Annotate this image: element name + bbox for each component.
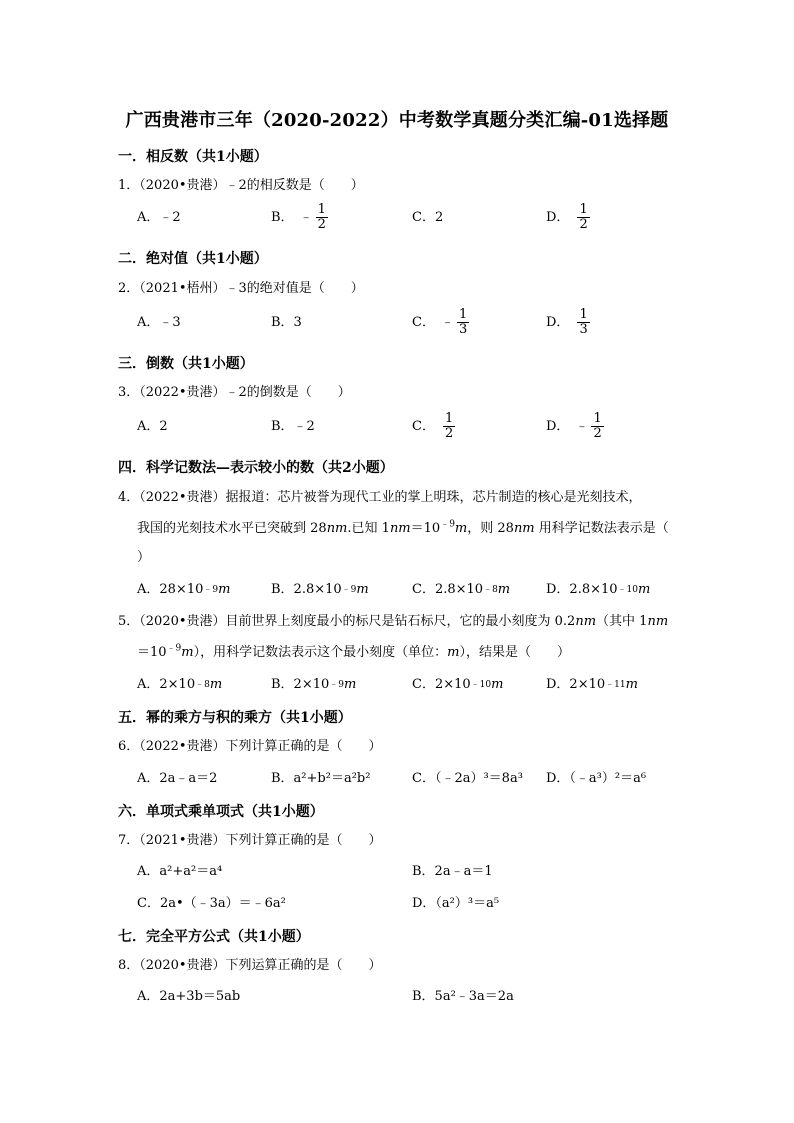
question-7-option-d: D．（a²）³＝a⁵ <box>412 896 500 911</box>
question-1-option-c: C．2 <box>412 210 444 225</box>
question-1-option-b: B． ﹣ $\frac{1}{2}$ <box>271 202 326 232</box>
question-5-option-d: D．2×10 ﹣11 m <box>546 677 638 692</box>
question-4-option-b: B．2.8×10 ﹣9 m <box>271 582 369 597</box>
section-heading-5: 五．幂的乘方与积的乘方（共1小题） <box>118 710 352 726</box>
fraction: $\frac{1}{2}$ <box>579 202 588 232</box>
question-5-option-a: A．2×10 ﹣8 m <box>137 677 223 692</box>
question-1-option-d: D． $\frac{1}{2}$ <box>546 202 588 232</box>
question-3-option-c: C． $\frac{1}{2}$ <box>412 411 454 441</box>
question-4-stem-line-1: 4．（2022•贵港）据报道：芯片被誉为现代工业的掌上明珠，芯片制造的核心是光刻技术， <box>118 490 642 505</box>
question-8-option-a: A．2a+3b＝5ab <box>137 989 241 1004</box>
question-7-option-b: B．2a﹣a＝1 <box>412 864 493 879</box>
fraction: $\frac{1}{2}$ <box>444 411 454 441</box>
fraction: $\frac{1}{2}$ <box>317 202 326 232</box>
question-5-stem-line-2: $=10^{﹣9}m$），用科学记数法表示这个最小刻度（单位：m），结果是（ ） <box>137 643 570 660</box>
question-8-option-b: B．5a²﹣3a＝2a <box>412 989 514 1004</box>
question-1-stem: 1．（2020•贵港）﹣2的相反数是（ ） <box>118 178 364 193</box>
question-4-option-c: C．2.8×10 ﹣8 m <box>412 582 511 597</box>
question-3-stem: 3．（2022•贵港）﹣2的倒数是（ ） <box>118 385 351 400</box>
section-heading-7: 七．完全平方公式（共1小题） <box>118 929 310 945</box>
fraction: $\frac{1}{3}$ <box>579 307 588 337</box>
question-5-option-c: C．2×10 ﹣10 m <box>412 677 504 692</box>
question-6-option-d: D．（﹣a³）²＝a⁶ <box>546 771 647 786</box>
question-2-option-d: D． $\frac{1}{3}$ <box>546 307 588 337</box>
question-8-stem: 8．（2020•贵港）下列运算正确的是（ ） <box>118 958 382 973</box>
question-3-option-b: B．﹣2 <box>271 419 315 434</box>
question-2-option-c: C． ﹣ $\frac{1}{3}$ <box>412 307 468 337</box>
question-2-option-b: B．3 <box>271 315 302 330</box>
question-7-option-a: A．a²+a²＝a⁴ <box>137 864 223 879</box>
document-title: 广西贵港市三年（2020-2022）中考数学真题分类汇编-01选择题 <box>125 110 669 131</box>
question-7-stem: 7．（2021•贵港）下列计算正确的是（ ） <box>118 833 382 848</box>
section-heading-4: 四．科学记数法—表示较小的数（共2小题） <box>118 460 394 476</box>
fraction: $\frac{1}{3}$ <box>458 307 468 337</box>
question-3-option-d: D． ﹣ $\frac{1}{2}$ <box>546 411 602 441</box>
question-3-option-a: A．2 <box>137 419 168 434</box>
question-1-option-a: A．﹣2 <box>137 210 181 225</box>
question-6-stem: 6．（2022•贵港）下列计算正确的是（ ） <box>118 739 382 754</box>
question-6-option-b: B．a²+b²＝a²b² <box>271 771 371 786</box>
fraction: $\frac{1}{2}$ <box>593 411 602 441</box>
section-heading-2: 二．绝对值（共1小题） <box>118 251 268 267</box>
section-heading-1: 一．相反数（共1小题） <box>118 149 268 165</box>
section-heading-3: 三．倒数（共1小题） <box>118 356 254 372</box>
question-5-stem-line-1: 5．（2020•贵港）目前世界上刻度最小的标尺是钻石标尺，它的最小刻度为 0.2nm（其中 1nm <box>118 614 669 629</box>
question-4-option-d: D．2.8×10 ﹣10 m <box>546 582 651 597</box>
question-4-option-a: A．28×10 ﹣9 m <box>137 582 231 597</box>
question-4-stem-line-2: 我国的光刻技术水平已突破到 28nm.已知 $1nm=10^{﹣9}m$，则 28nm 用科学记数法表示是（ <box>137 519 669 536</box>
question-6-option-c: C．（﹣2a）³＝8a³ <box>412 771 523 786</box>
question-6-option-a: A．2a﹣a＝2 <box>137 771 218 786</box>
section-heading-6: 六．单项式乘单项式（共1小题） <box>118 804 324 820</box>
question-7-option-c: C．2a•（﹣3a）＝﹣6a² <box>137 896 286 911</box>
question-4-stem-line-3: ） <box>137 550 151 565</box>
question-5-option-b: B．2×10 ﹣9 m <box>271 677 357 692</box>
question-2-option-a: A．﹣3 <box>137 315 181 330</box>
question-2-stem: 2．（2021•梧州）﹣3的绝对值是（ ） <box>118 281 364 296</box>
